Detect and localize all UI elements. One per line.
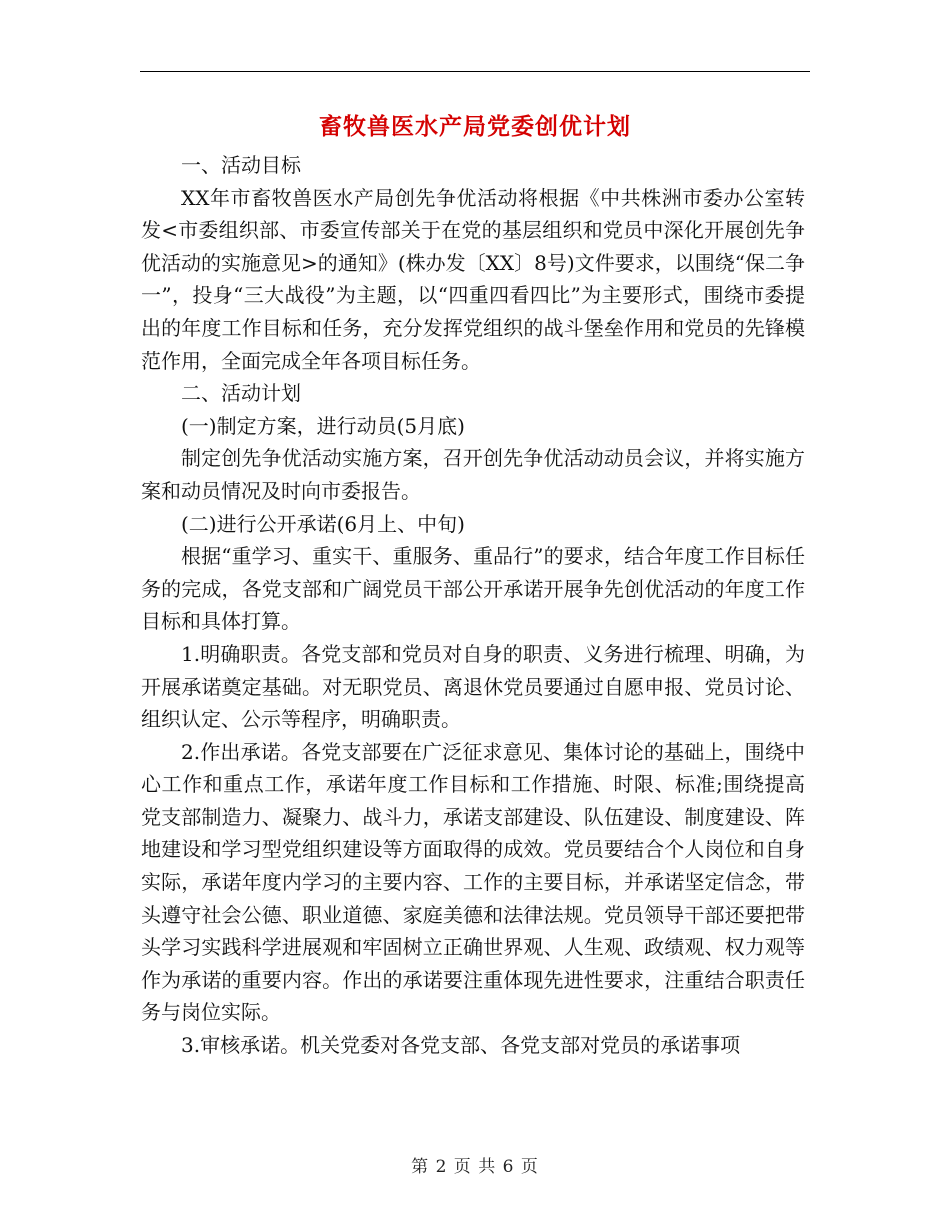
list-item: 3.审核承诺。机关党委对各党支部、各党支部对党员的承诺事项 xyxy=(181,1033,741,1058)
page-number: 第 2 页 共 6 页 xyxy=(411,1157,539,1177)
paragraph: 制定创先争优活动实施方案，召开创先争优活动动员会议，并将实施方案和动员情况及时向市委报告。 xyxy=(141,446,805,503)
section-heading: 二、活动计划 xyxy=(181,381,301,406)
subsection-heading: (一)制定方案，进行动员(5月底) xyxy=(181,413,465,438)
document-body xyxy=(141,149,805,1062)
subsection-heading: (二)进行公开承诺(6月上、中旬) xyxy=(181,511,465,536)
paragraph: 根据“重学习、重实干、重服务、重品行”的要求，结合年度工作目标任务的完成，各党支部和广阔党员干部公开承诺开展争先创优活动的年度工作目标和具体打算。 xyxy=(141,544,805,634)
section-heading: 一、活动目标 xyxy=(181,153,301,177)
header-rule xyxy=(140,71,810,72)
list-item: 2.作出承诺。各党支部要在广泛征求意见、集体讨论的基础上，围绕中心工作和重点工作，承诺年度工作目标和工作措施、时限、标准;围绕提高党支部制造力、凝聚力、战斗力，承诺支部建设、队伍建设、制度建设、阵地建设和学习型党组织建设等方面取得的成效。党员要结合个人岗位和自身实际，承诺年度内学习的主要内容、工作的主要目标，并承诺坚定信念，带头遵守社会公德、职业道德、家庭美德和法律法规。党员领导干部还要把带头学习实践科学进展观和牢固树立正确世界观、人生观、政绩观、权力观等作为承诺的重要内容。作出的承诺要注重体现先进性要求，注重结合职责任务与岗位实际。 xyxy=(141,739,805,1025)
document-title: 畜牧兽医水产局党委创优计划 xyxy=(319,114,631,140)
paragraph: XX年市畜牧兽医水产局创先争优活动将根据《中共株洲市委办公室转发<市委组织部、市委宣传部关于在党的基层组织和党员中深化开展创先争优活动的实施意见>的通知》(株办发〔XX〕8号)文件要求，以围绕“保二争一”，投身“三大战役”为主题，以“四重四看四比”为主要形式，围绕市委提出的年度工作目标和任务，充分发挥党组织的战斗堡垒作用和党员的先锋模范作用，全面完成全年各项目标任务。 xyxy=(141,185,805,373)
list-item: 1.明确职责。各党支部和党员对自身的职责、义务进行梳理、明确，为开展承诺奠定基础。对无职党员、离退休党员要通过自愿申报、党员讨论、组织认定、公示等程序，明确职责。 xyxy=(141,641,805,732)
